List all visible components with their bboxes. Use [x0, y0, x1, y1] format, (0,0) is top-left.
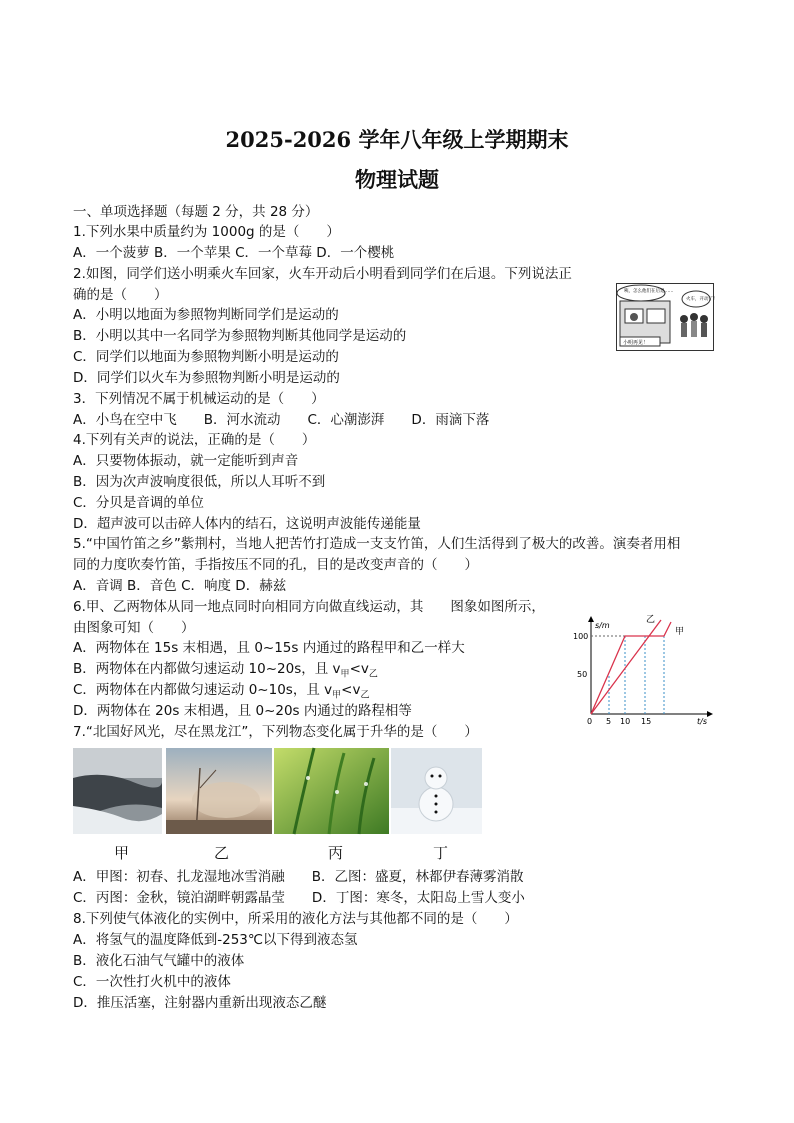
q7-options-ab: A．甲图：初春、扎龙湿地冰雪消融 B．乙图：盛夏，林都伊春薄雾消散 [73, 869, 524, 885]
q2-option-d: D．同学们以火车为参照物判断小明是运动的 [73, 370, 340, 386]
y-tick-50: 50 [577, 670, 588, 679]
q7-options-cd: C．丙图：金秋，镜泊湖畔朝露晶莹 D．丁图：寒冬，太阳岛上雪人变小 [73, 890, 525, 906]
x-tick-10: 10 [620, 717, 631, 726]
x-tick-0: 0 [587, 717, 593, 726]
q6-option-a: A．两物体在 15s 末相遇，且 0~15s 内通过的路程甲和乙一样大 [73, 640, 465, 656]
bubble-text-1: 咦，怎么他们在后退…… [624, 289, 674, 294]
caption-yi: 乙 [214, 844, 230, 862]
bubble-text-2: 火车，开动了！ [686, 297, 718, 302]
q8-option-d: D．推压活塞，注射器内重新出现液态乙醚 [73, 995, 327, 1011]
q8-option-a: A．将氢气的温度降低到-253℃以下得到液态氢 [73, 932, 358, 948]
caption-jia: 甲 [114, 844, 130, 862]
q6-option-b: B．两物体在内都做匀速运动 10~20s，且 $v_甲<v_乙$ [73, 661, 378, 680]
q8-option-c: C．一次性打火机中的液体 [73, 974, 231, 990]
label-yi: 乙 [646, 615, 656, 625]
label-jia: 甲 [675, 627, 685, 637]
q3-options: A．小鸟在空中飞 B．河水流动 C．心潮澎湃 D．雨滴下落 [73, 412, 490, 428]
st-graph [565, 614, 715, 729]
q1-stem: 1.下列水果中质量约为 1000g 的是（ ） [73, 224, 340, 240]
q6-stem: 6.甲、乙两物体从同一地点同时向相同方向做直线运动，其 图象如图所示， [73, 599, 545, 615]
line-yi [591, 620, 661, 714]
q6-option-d: D．两物体在 20s 末相遇，且 0~20s 内通过的路程相等 [73, 703, 412, 719]
q2-option-c: C．同学们以地面为参照物判断小明是运动的 [73, 349, 339, 365]
q7-stem: 7.“北国好风光，尽在黑龙江”，下列物态变化属于升华的是（ ） [73, 724, 478, 740]
train-illustration [616, 283, 718, 351]
caption-ding: 丁 [433, 844, 449, 862]
q4-stem: 4.下列有关声的说法，正确的是（ ） [73, 432, 316, 448]
q6-option-c: C．两物体在内都做匀速运动 0~10s，且 $v_甲<v_乙$ [73, 682, 370, 701]
q5-stem-cont: 同的力度吹奏竹笛，手指按压不同的孔，目的是改变声音的（ ） [73, 557, 478, 573]
q4-option-d: D．超声波可以击碎人体内的结石，这说明声波能传递能量 [73, 516, 421, 532]
y-tick-100: 100 [573, 632, 589, 641]
x-axis-label: t/s [697, 717, 707, 726]
q5-stem: 5.“中国竹笛之乡”紫荆村，当地人把苦竹打造成一支支竹笛，人们生活得到了极大的改善。演奏者用相 [73, 536, 681, 552]
q4-option-a: A．只要物体振动，就一定能听到声音 [73, 453, 299, 469]
photo-ding-snowman [391, 748, 482, 834]
q8-stem: 8.下列使气体液化的实例中，所采用的液化方法与其他都不同的是（ ） [73, 911, 518, 927]
page-title: 2025-2026 学年八年级上学期期末 [225, 127, 569, 152]
q4-option-c: C．分贝是音调的单位 [73, 495, 204, 511]
q6-stem-cont: 由图象可知（ ） [73, 620, 195, 636]
q2-option-b: B．小明以其中一名同学为参照物判断其他同学是运动的 [73, 328, 407, 344]
photo-bing-dew [274, 748, 389, 834]
photo-jia-ice-melting [73, 748, 162, 834]
q8-option-b: B．液化石油气气罐中的液体 [73, 953, 245, 969]
q1-options: A．一个菠萝 B．一个苹果 C．一个草莓 D．一个樱桃 [73, 245, 395, 261]
caption-bing: 丙 [328, 844, 344, 862]
page-subtitle: 物理试题 [355, 167, 439, 192]
q4-option-b: B．因为次声波响度很低，所以人耳听不到 [73, 474, 326, 490]
q2-stem: 2.如图，同学们送小明乘火车回家，火车开动后小明看到同学们在后退。下列说法正 [73, 266, 572, 282]
q2-stem-cont: 确的是（ ） [73, 287, 168, 303]
x-tick-5: 5 [606, 717, 612, 726]
q2-option-a: A．小明以地面为参照物判断同学们是运动的 [73, 307, 339, 323]
q3-stem: 3．下列情况不属于机械运动的是（ ） [73, 391, 325, 407]
photo-yi-fog [166, 748, 272, 834]
q5-options: A．音调 B．音色 C．响度 D．赫兹 [73, 578, 287, 594]
y-axis-label: s/m [595, 621, 610, 630]
farewell-sign-text: 小明再见！ [623, 340, 649, 346]
x-tick-15: 15 [641, 717, 652, 726]
section-heading: 一、单项选择题（每题 2 分，共 28 分） [73, 204, 319, 220]
